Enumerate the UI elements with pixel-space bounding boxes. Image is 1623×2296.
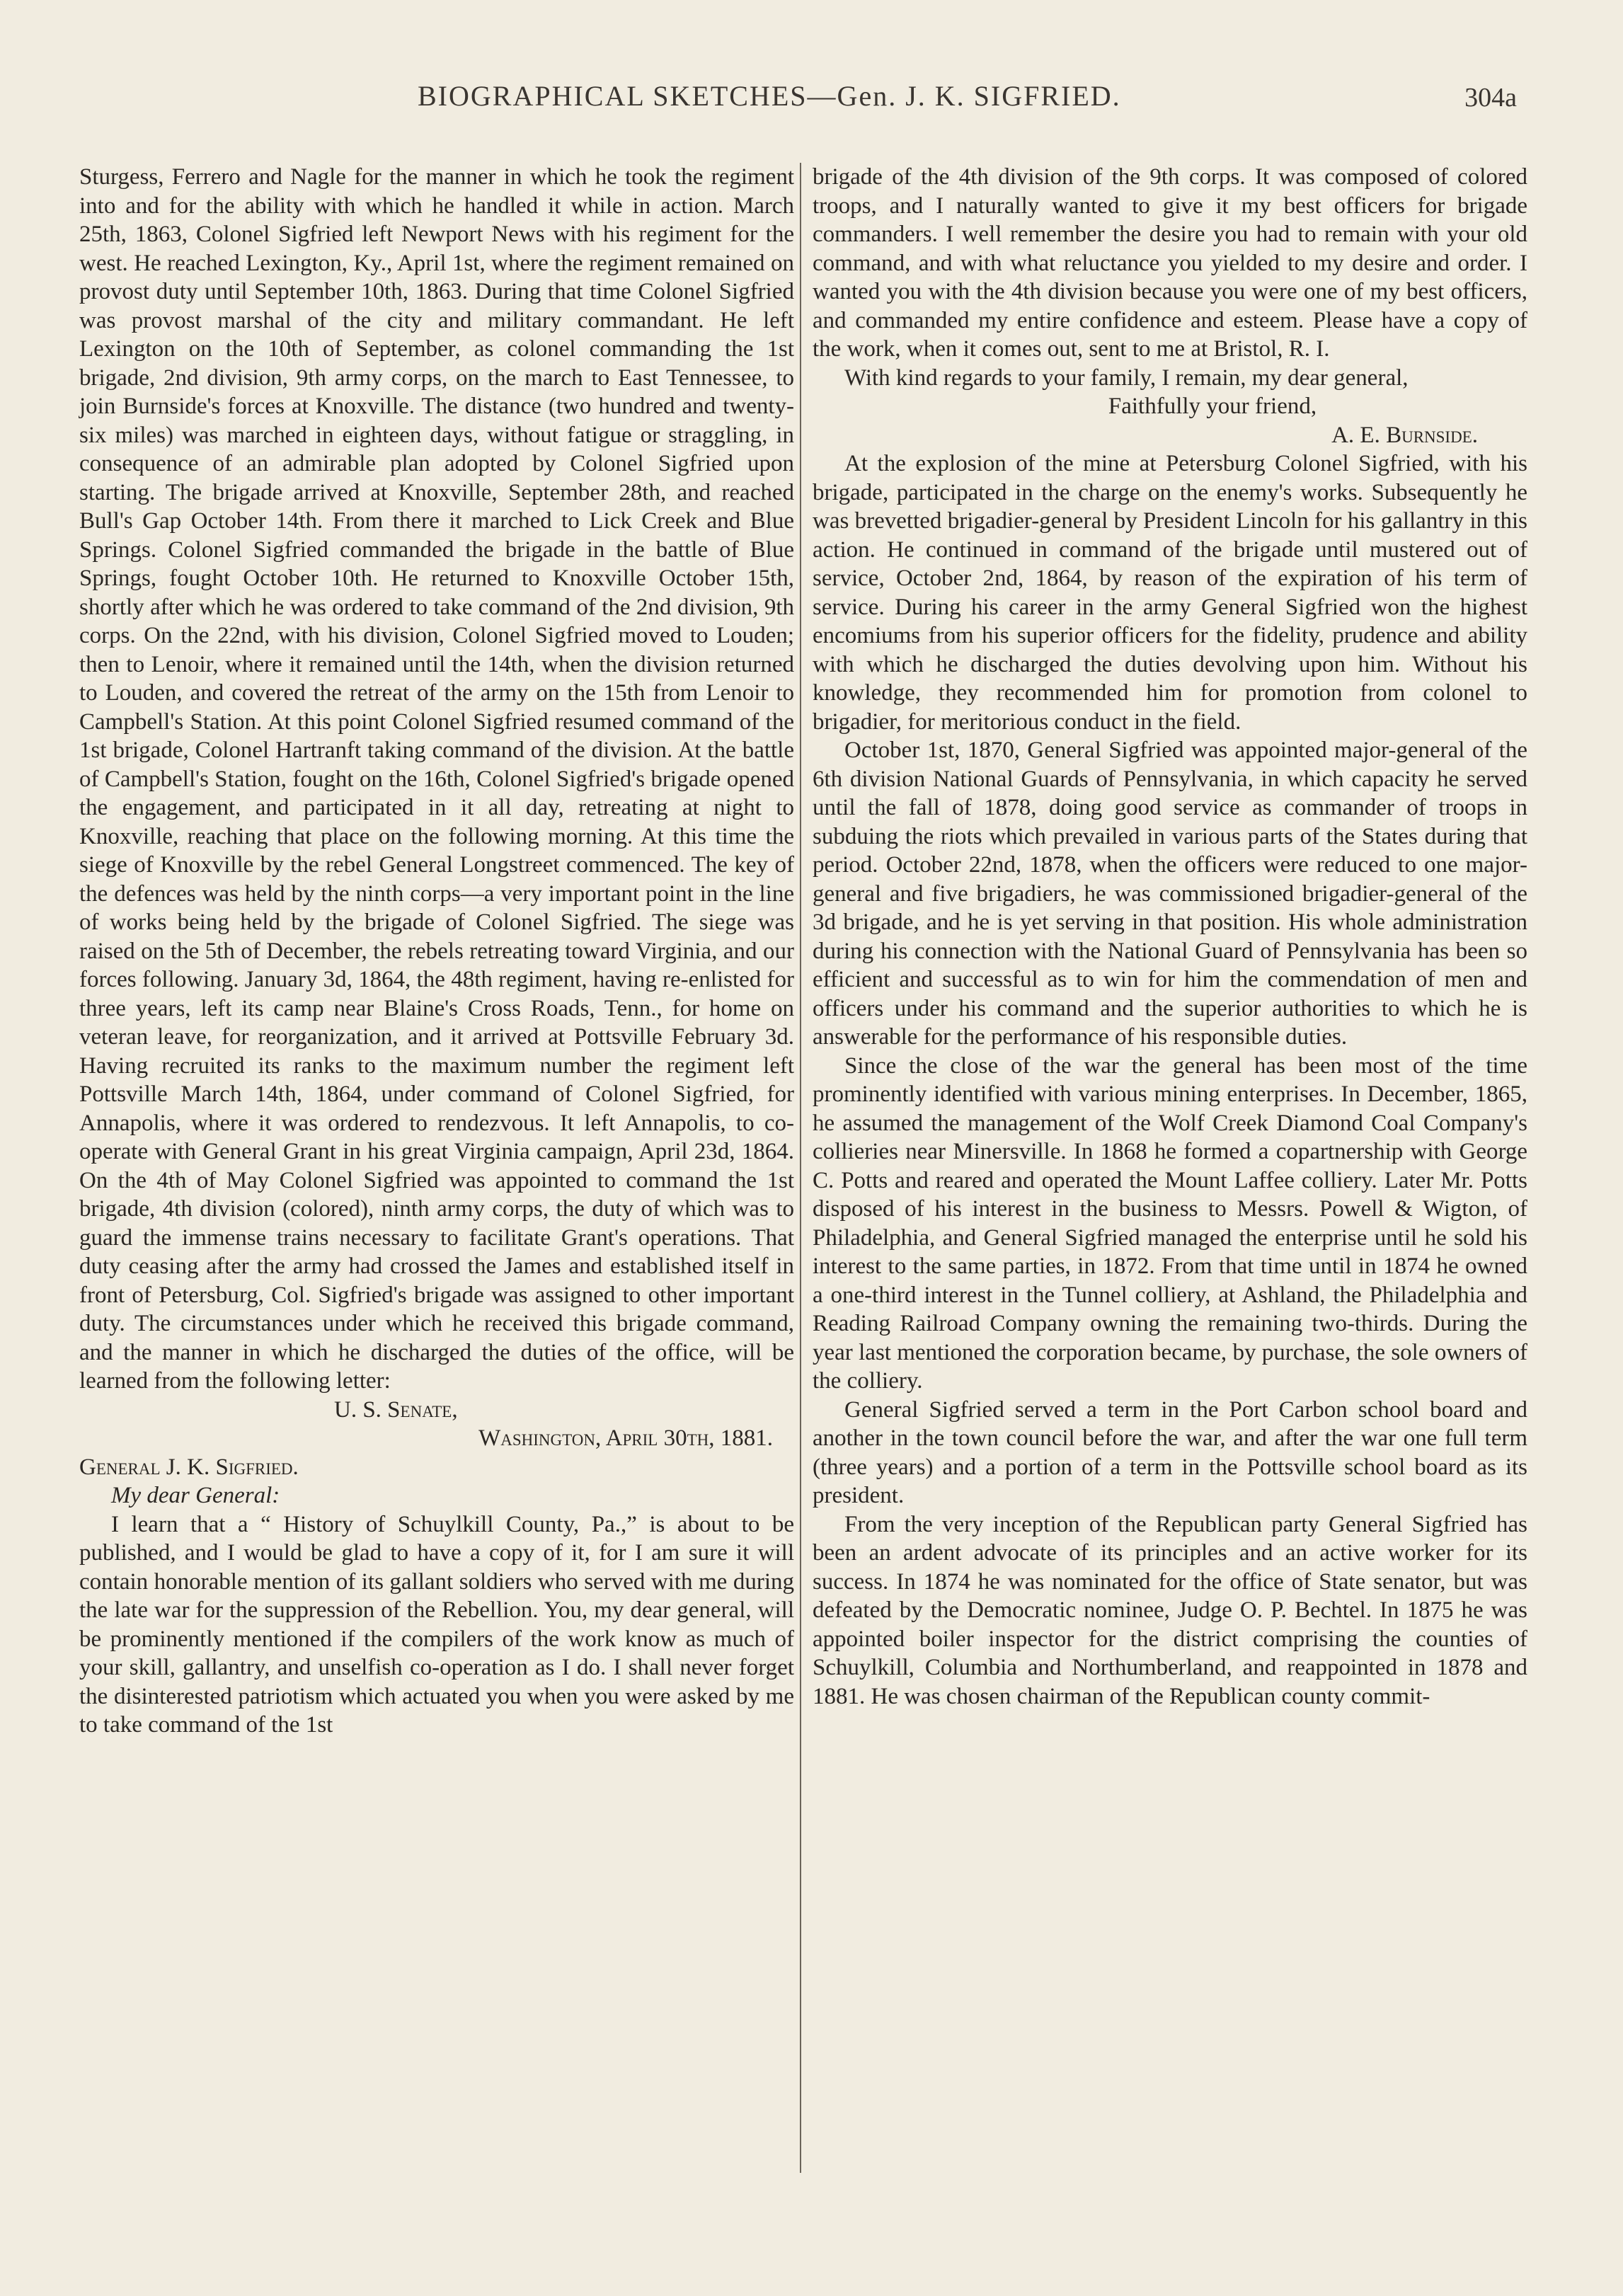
right-column <box>813 163 1527 1711</box>
letter-salutation: My dear General: <box>111 1483 280 1508</box>
right-paragraph-4: October 1st, 1870, General Sigfried was appointed major-general of the 6th division National Guards of Pennsylvania, in which capacity he served until the fall of 1878, doing good service as commander of troops in subduing the riots which prevailed in various parts of the States during that period. October 22nd, 1878, when the officers were reduced to one major-general and five brigadiers, he was commissioned brigadier-general of the 3d brigade, and he is yet serving in that position. His whole administration during his connection with the National Guard of Pennsylvania has been so efficient and successful as to win for him the commendation of men and officers under his command and the superior authorities to which he is answerable for the performance of his responsible duties. <box>813 737 1527 1050</box>
letter-signature: A. E. Burnside. <box>1331 422 1478 448</box>
left-paragraph-2: I learn that a “ History of Schuylkill County, Pa.,” is about to be published, and I would be glad to have a copy of it, for I am sure it will contain honorable mention of its gallant soldiers who served with me during the late war for the suppression of the Rebellion. You, my dear general, will be prominently mentioned if the compilers of the work know as much of your skill, gallantry, and unselfish co-operation as I do. I shall never forget the disinterested patriotism which actuated you when you were asked by me to take command of the 1st <box>79 1511 794 1738</box>
left-paragraph-1: Sturgess, Ferrero and Nagle for the manner in which he took the regiment into and for the ability with which he handled it while in action. March 25th, 1863, Colonel Sigfried left Newport News with his regiment for the west. He reached Lexington, Ky., April 1st, where the regiment remained on provost duty until September 10th, 1863. During that time Colonel Sigfried was provost marshal of the city and military commandant. He left Lexington on the 10th of September, as colonel commanding the 1st brigade, 2nd division, 9th army corps, on the march to East Tennessee, to join Burnside's forces at Knoxville. The distance (two hundred and twenty-six miles) was marched in eighteen days, without fatigue or straggling, in consequence of an admirable plan adopted by Colonel Sigfried upon starting. The brigade arrived at Knoxville, September 28th, and reached Bull's Gap October 14th. From there it marched to Lick Creek and Blue Springs. Colonel Sigfried commanded the brigade in the battle of Blue Springs, fought October 10th. He returned to Knoxville October 15th, shortly after which he was ordered to take command of the 2nd division, 9th corps. On the 22nd, with his division, Colonel Sigfried moved to Louden; then to Lenoir, where it remained until the 14th, when the division returned to Louden, and covered the retreat of the army on the 15th from Lenoir to Campbell's Station. At this point Colonel Sigfried resumed command of the 1st brigade, Colonel Hartranft taking command of the division. At the battle of Campbell's Station, fought on the 16th, Colonel Sigfried's brigade opened the engagement, and participated in it all day, retreating at night to Knoxville, reaching that place on the following morning. At this time the siege of Knoxville by the rebel General Longstreet commenced. The key of the defences was held by the ninth corps—a very important point in the line of works being held by the brigade of Colonel Sigfried. The siege was raised on the 5th of December, the rebels retreating toward Virginia, and our forces following. January 3d, 1864, the 48th regiment, having re-enlisted for three years, left its camp near Blaine's Cross Roads, Tenn., for home on veteran leave, for reorganization, and it arrived at Pottsville February 3d. Having recruited its ranks to the maximum number the regiment left Pottsville March 14th, 1864, under command of Colonel Sigfried, for Annapolis, where it was ordered to rendezvous. It left Annapolis, to co-operate with General Grant in his great Virginia campaign, April 23d, 1864. On the 4th of May Colonel Sigfried was appointed to command the 1st brigade, 4th division (colored), ninth army corps, the duty of which was to guard the immense trains necessary to facilitate Grant's operations. That duty ceasing after the army had crossed the James and established itself in front of Petersburg, Col. Sigfried's brigade was assigned to other important duty. The circumstances under which he received this brigade command, and the manner in which he discharged the duties of the office, will be learned from the following letter: <box>79 164 794 1394</box>
letter-recipient: General J. K. Sigfried. <box>79 1454 299 1480</box>
page-header <box>0 79 1623 122</box>
right-paragraph-3: At the explosion of the mine at Petersburg Colonel Sigfried, with his brigade, participated in the charge on the enemy's works. Subsequently he was brevetted brigadier-general by President Lincoln for his gallantry in this action. He continued in command of the brigade until mustered out of service, October 2nd, 1864, by reason of the expiration of his term of service. During his career in the army General Sigfried won the highest encomiums from his superior officers for the fidelity, prudence and ability with which he discharged the duties devolving upon him. Without his knowledge, they recommended him for promotion from colonel to brigadier, for meritorious conduct in the field. <box>813 451 1527 735</box>
right-paragraph-6: General Sigfried served a term in the Port Carbon school board and another in the town council before the war, and after the war one full term (three years) and a portion of a term in the Pottsville school board as its president. <box>813 1396 1527 1508</box>
running-title: BIOGRAPHICAL SKETCHES—Gen. J. K. SIGFRIED. <box>418 80 1121 112</box>
page-number: 304a <box>1464 83 1517 113</box>
column-divider <box>800 163 801 2173</box>
right-paragraph-2: With kind regards to your family, I remain, my dear general, <box>844 365 1409 391</box>
letter-dateline: Washington, April 30th, 1881. <box>478 1425 773 1451</box>
right-paragraph-1: brigade of the 4th division of the 9th corps. It was composed of colored troops, and I naturally wanted to give it my best officers for brigade commanders. I well remember the desire you had to remain with your old command, and with what reluctance you yielded to my desire and order. I wanted you with the 4th division because you were one of my best officers, and commanded my entire confidence and esteem. Please have a copy of the work, when it comes out, sent to me at Bristol, R. I. <box>813 164 1527 362</box>
right-paragraph-7: From the very inception of the Republican party General Sigfried has been an ardent advocate of its principles and an active worker for its success. In 1874 he was nominated for the office of State senator, but was defeated by the Democratic nominee, Judge O. P. Bechtel. In 1875 he was appointed boiler inspector for the district comprising the counties of Schuylkill, Columbia and Northumberland, and reappointed in 1878 and 1881. He was chosen chairman of the Republican county commit- <box>813 1511 1527 1709</box>
letter-closing: Faithfully your friend, <box>1108 394 1317 419</box>
letter-sender: U. S. Senate, <box>334 1396 458 1423</box>
left-column <box>79 163 794 1740</box>
right-paragraph-5: Since the close of the war the general has been most of the time prominently identified with various mining enterprises. In December, 1865, he assumed the management of the Wolf Creek Diamond Coal Company's collieries near Minersville. In 1868 he formed a copartnership with George C. Potts and reared and operated the Mount Laffee colliery. Later Mr. Potts disposed of his interest in the business to Messrs. Powell & Wigton, of Philadelphia, and General Sigfried managed the enterprise until he sold his interest to the same parties, in 1872. From that time until in 1874 he owned a one-third interest in the Tunnel colliery, at Ashland, the Philadelphia and Reading Railroad Company owning the remaining two-thirds. During the year last mentioned the corporation became, by purchase, the sole owners of the colliery. <box>813 1052 1527 1394</box>
